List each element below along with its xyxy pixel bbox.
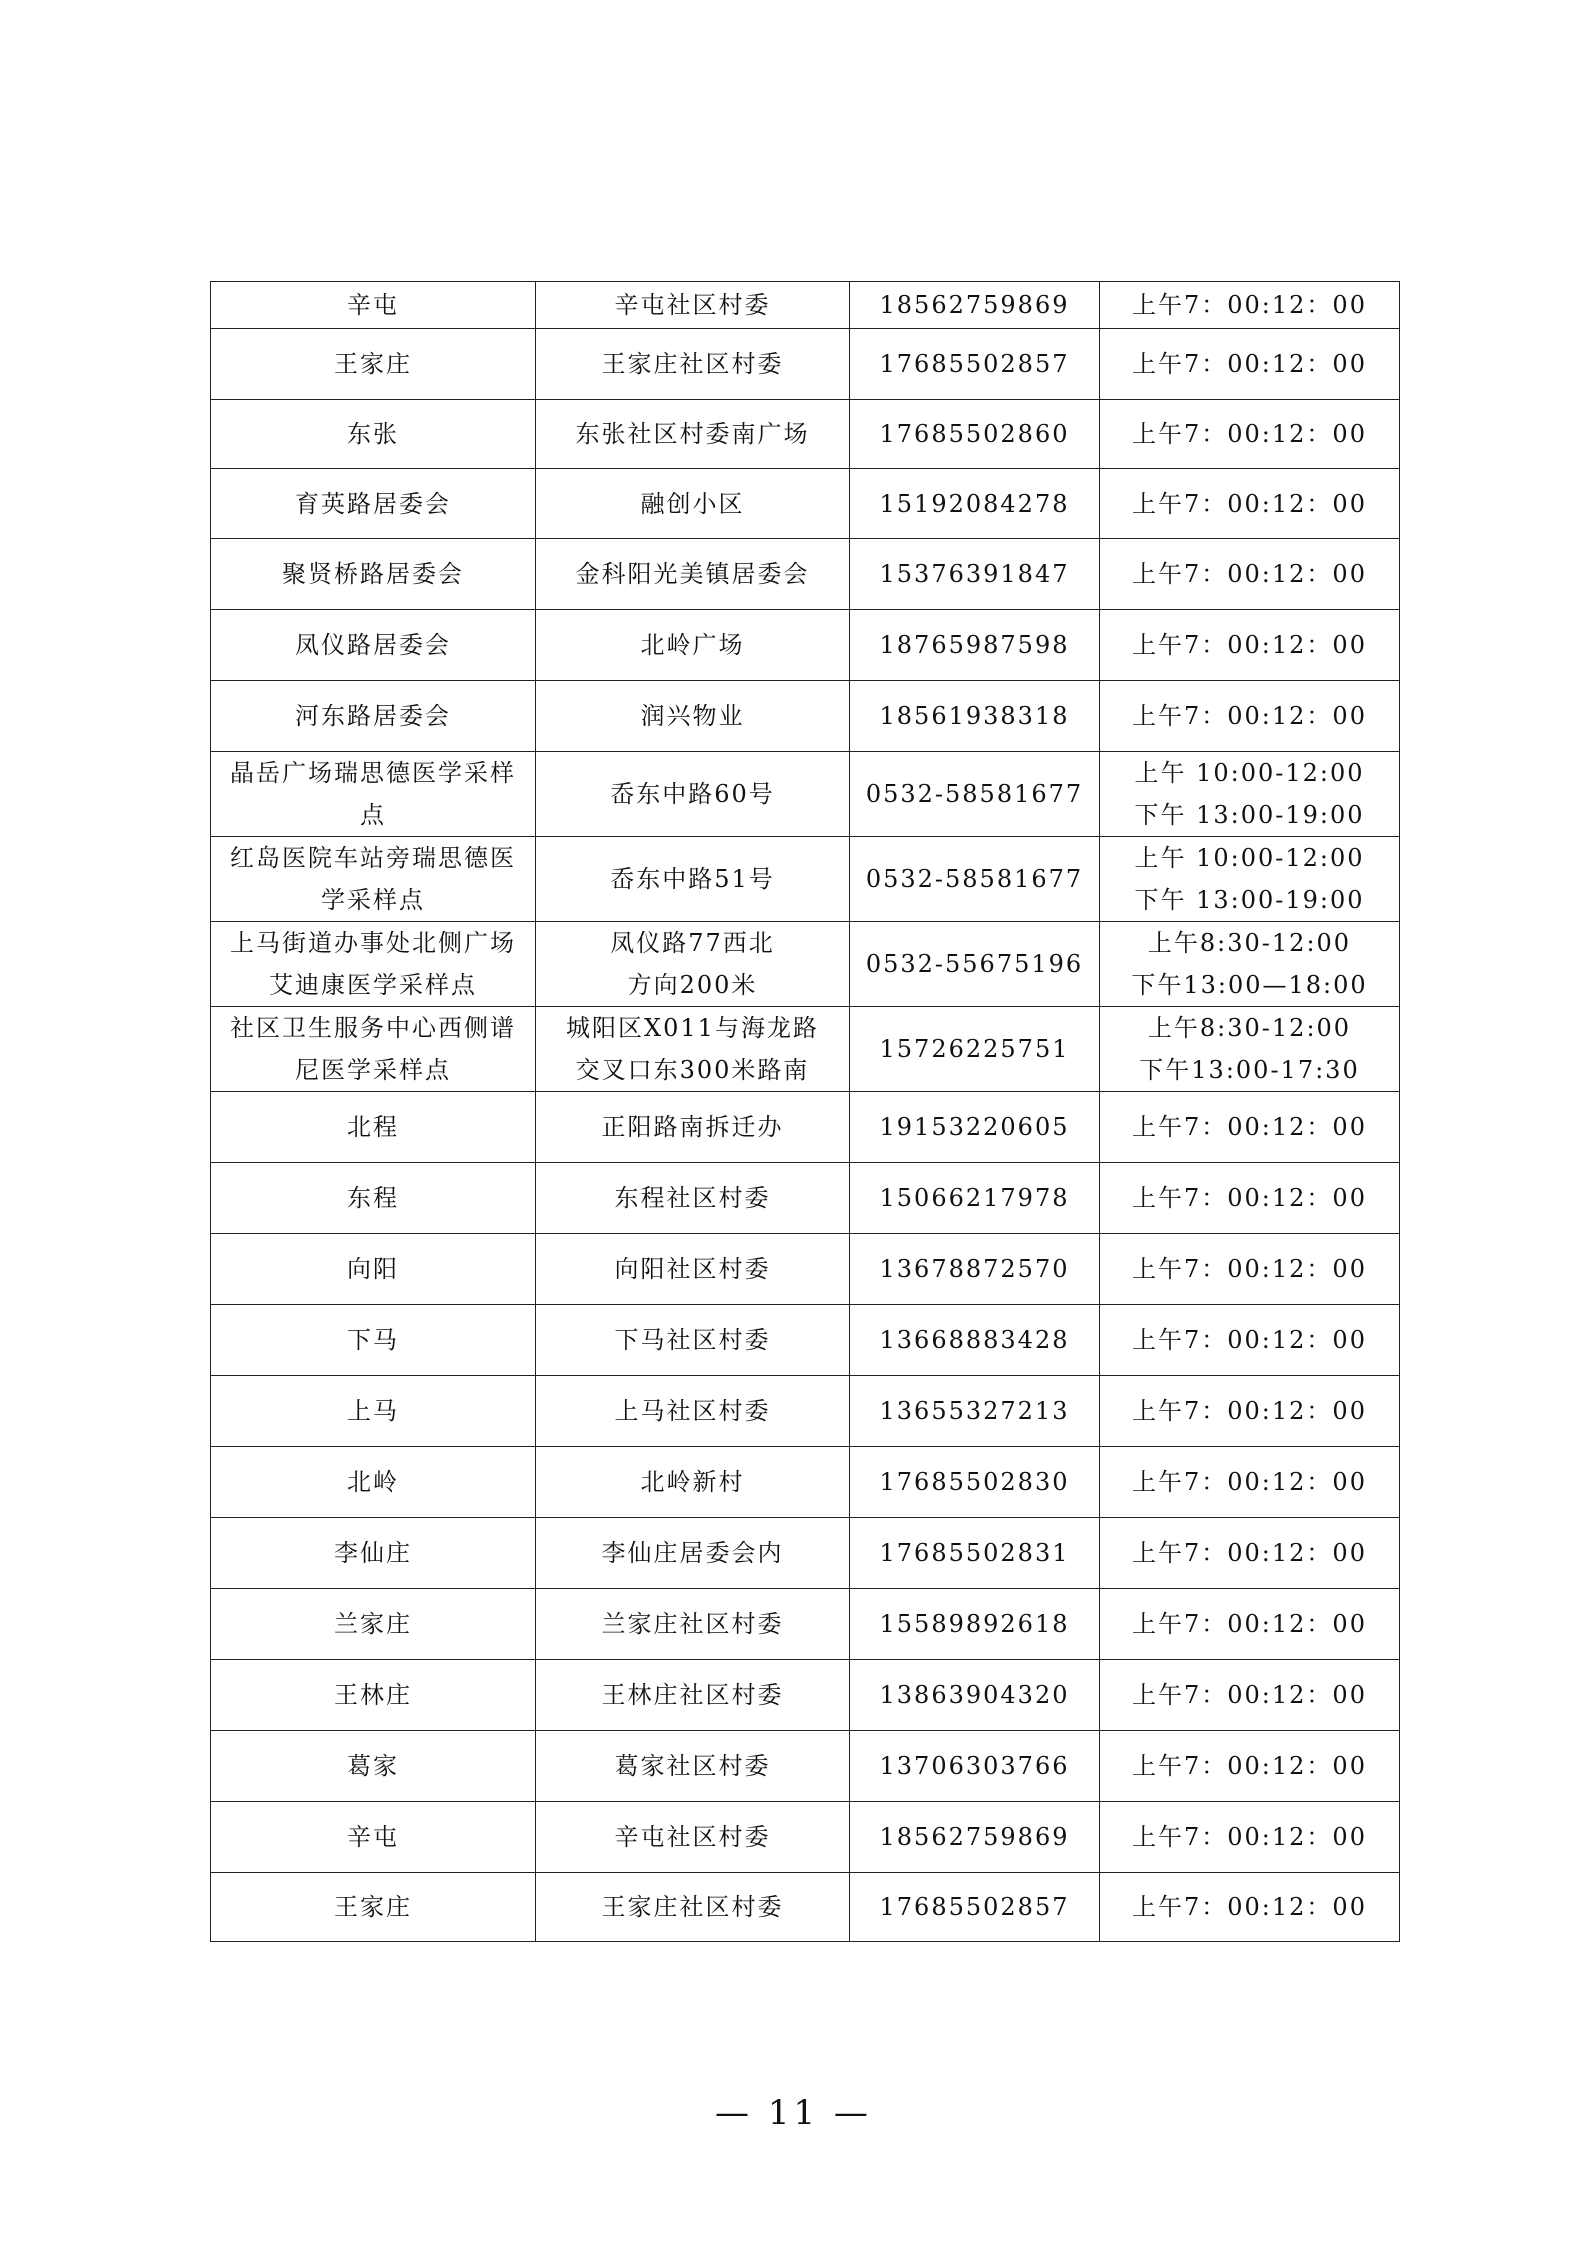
site-name-cell: 育英路居委会 [211,469,536,539]
location-cell: 城阳区X011与海龙路 交叉口东300米路南 [536,1007,850,1092]
phone-cell: 13706303766 [850,1731,1100,1802]
hours-cell: 上午7：00:12：00 [1100,329,1400,400]
hours-cell: 上午8:30-12:00 下午13:00—18:00 [1100,922,1400,1007]
site-name-cell: 兰家庄 [211,1589,536,1660]
phone-cell: 19153220605 [850,1092,1100,1163]
location-cell: 下马社区村委 [536,1305,850,1376]
table-row [211,752,1400,837]
hours-cell: 上午7：00:12：00 [1100,1234,1400,1305]
phone-cell: 13678872570 [850,1234,1100,1305]
phone-cell: 18562759869 [850,1802,1100,1873]
location-cell: 向阳社区村委 [536,1234,850,1305]
location-cell: 凤仪路77西北 方向200米 [536,922,850,1007]
phone-cell: 17685502860 [850,400,1100,469]
phone-cell: 17685502857 [850,1873,1100,1942]
hours-cell: 上午7：00:12：00 [1100,1873,1400,1942]
hours-cell: 上午 10:00-12:00 下午 13:00-19:00 [1100,752,1400,837]
location-cell: 王家庄社区村委 [536,329,850,400]
site-name-cell: 上马街道办事处北侧广场 艾迪康医学采样点 [211,922,536,1007]
site-name-cell: 王家庄 [211,329,536,400]
hours-cell: 上午8:30-12:00 下午13:00-17:30 [1100,1007,1400,1092]
location-cell: 北岭广场 [536,610,850,681]
phone-cell: 0532-55675196 [850,922,1100,1007]
site-name-cell: 北岭 [211,1447,536,1518]
site-name-cell: 上马 [211,1376,536,1447]
site-name-cell: 辛屯 [211,282,536,329]
table-row [211,1873,1400,1942]
table-row [211,1305,1400,1376]
table-row [211,610,1400,681]
site-name-cell: 东程 [211,1163,536,1234]
table-row [211,329,1400,400]
location-cell: 正阳路南拆迁办 [536,1092,850,1163]
table-row [211,1007,1400,1092]
location-cell: 岙东中路51号 [536,837,850,922]
hours-cell: 上午7：00:12：00 [1100,1660,1400,1731]
site-name-cell: 凤仪路居委会 [211,610,536,681]
location-cell: 东张社区村委南广场 [536,400,850,469]
table-row [211,400,1400,469]
hours-cell: 上午7：00:12：00 [1100,1518,1400,1589]
location-cell: 兰家庄社区村委 [536,1589,850,1660]
phone-cell: 15192084278 [850,469,1100,539]
site-name-cell: 王家庄 [211,1873,536,1942]
table-row [211,1234,1400,1305]
hours-cell: 上午7：00:12：00 [1100,1305,1400,1376]
location-cell: 东程社区村委 [536,1163,850,1234]
table-row [211,837,1400,922]
hours-cell: 上午7：00:12：00 [1100,1092,1400,1163]
hours-cell: 上午7：00:12：00 [1100,282,1400,329]
hours-cell: 上午7：00:12：00 [1100,610,1400,681]
hours-cell: 上午7：00:12：00 [1100,1376,1400,1447]
site-name-cell: 聚贤桥路居委会 [211,539,536,610]
location-cell: 岙东中路60号 [536,752,850,837]
location-cell: 融创小区 [536,469,850,539]
phone-cell: 18561938318 [850,681,1100,752]
location-cell: 上马社区村委 [536,1376,850,1447]
phone-cell: 13655327213 [850,1376,1100,1447]
table-row [211,539,1400,610]
site-name-cell: 北程 [211,1092,536,1163]
site-name-cell: 下马 [211,1305,536,1376]
table-row [211,1092,1400,1163]
page-number: — 11 — [715,2093,872,2133]
phone-cell: 13668883428 [850,1305,1100,1376]
phone-cell: 15726225751 [850,1007,1100,1092]
table-row [211,1589,1400,1660]
phone-cell: 0532-58581677 [850,837,1100,922]
phone-cell: 17685502857 [850,329,1100,400]
phone-cell: 15066217978 [850,1163,1100,1234]
phone-cell: 0532-58581677 [850,752,1100,837]
site-name-cell: 红岛医院车站旁瑞思德医 学采样点 [211,837,536,922]
site-name-cell: 王林庄 [211,1660,536,1731]
phone-cell: 15589892618 [850,1589,1100,1660]
hours-cell: 上午7：00:12：00 [1100,400,1400,469]
table-row [211,1376,1400,1447]
table-row [211,1518,1400,1589]
table-row [211,681,1400,752]
site-name-cell: 晶岳广场瑞思德医学采样 点 [211,752,536,837]
phone-cell: 15376391847 [850,539,1100,610]
hours-cell: 上午7：00:12：00 [1100,539,1400,610]
location-cell: 辛屯社区村委 [536,1802,850,1873]
location-cell: 润兴物业 [536,681,850,752]
table-row [211,1447,1400,1518]
hours-cell: 上午7：00:12：00 [1100,1731,1400,1802]
hours-cell: 上午7：00:12：00 [1100,469,1400,539]
phone-cell: 13863904320 [850,1660,1100,1731]
hours-cell: 上午7：00:12：00 [1100,1447,1400,1518]
location-cell: 王家庄社区村委 [536,1873,850,1942]
table-row [211,469,1400,539]
hours-cell: 上午7：00:12：00 [1100,1163,1400,1234]
site-name-cell: 葛家 [211,1731,536,1802]
location-cell: 李仙庄居委会内 [536,1518,850,1589]
phone-cell: 18765987598 [850,610,1100,681]
hours-cell: 上午7：00:12：00 [1100,1802,1400,1873]
site-name-cell: 社区卫生服务中心西侧谱 尼医学采样点 [211,1007,536,1092]
location-cell: 葛家社区村委 [536,1731,850,1802]
table-row [211,1163,1400,1234]
location-cell: 王林庄社区村委 [536,1660,850,1731]
hours-cell: 上午7：00:12：00 [1100,1589,1400,1660]
sampling-sites-table [210,281,1400,1942]
phone-cell: 17685502831 [850,1518,1100,1589]
hours-cell: 上午 10:00-12:00 下午 13:00-19:00 [1100,837,1400,922]
phone-cell: 18562759869 [850,282,1100,329]
table-row [211,282,1400,329]
table-row [211,922,1400,1007]
table-row [211,1802,1400,1873]
location-cell: 辛屯社区村委 [536,282,850,329]
site-name-cell: 东张 [211,400,536,469]
site-name-cell: 辛屯 [211,1802,536,1873]
site-name-cell: 李仙庄 [211,1518,536,1589]
phone-cell: 17685502830 [850,1447,1100,1518]
table-row [211,1731,1400,1802]
table-row [211,1660,1400,1731]
location-cell: 北岭新村 [536,1447,850,1518]
site-name-cell: 向阳 [211,1234,536,1305]
site-name-cell: 河东路居委会 [211,681,536,752]
hours-cell: 上午7：00:12：00 [1100,681,1400,752]
location-cell: 金科阳光美镇居委会 [536,539,850,610]
